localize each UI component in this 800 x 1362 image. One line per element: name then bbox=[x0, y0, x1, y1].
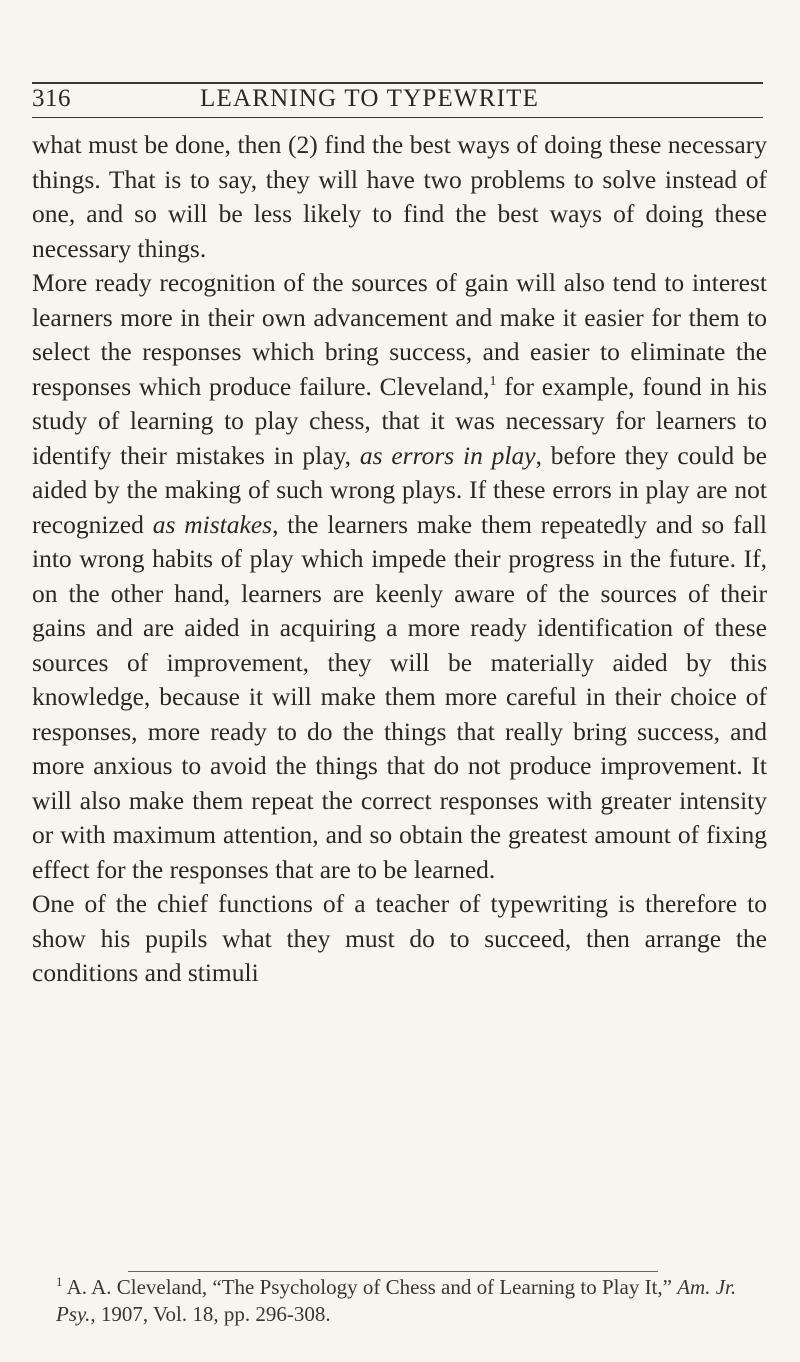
paragraph-2-text-d: , the learners make them repeatedly and so fall into wrong habits of play which impede their progress in the future. If, on the other hand, learners are keenly aware of the sources of their gains and are aided in acquiring a more ready identification of these sources of improvement, they will be materially aided by this knowledge, because it will make them more careful in their choice of responses, more ready to do the things that really bring success, and more anxious to avoid the things that do not produce improvement. It will also make them repeat the correct responses with greater intensity or with maximum attention, and so obtain the greatest amount of fixing effect for the responses that are to be learned. bbox=[32, 509, 768, 884]
running-head: LEARNING TO TYPEWRITE bbox=[200, 85, 540, 112]
page-number: 316 bbox=[32, 85, 71, 112]
footnote-journal: Am. Jr. Psy. bbox=[56, 1275, 737, 1326]
footnote-text-b: , 1907, Vol. 18, pp. 296-308. bbox=[90, 1302, 331, 1326]
body-text bbox=[32, 128, 767, 991]
paragraph-2 bbox=[32, 266, 767, 887]
footnote bbox=[32, 1274, 767, 1328]
footnote-number: 1 bbox=[56, 1274, 63, 1289]
emphasis-mistakes: as mistakes bbox=[152, 509, 273, 539]
emphasis-errors-in-play: as errors in play bbox=[359, 440, 536, 470]
header-rule bbox=[32, 117, 763, 118]
footnote-ref: 1 bbox=[489, 373, 497, 389]
paragraph-2-text-b: for example, found in his study of learning to play chess, that it was necessary for learners to identify their mistakes in play, bbox=[32, 371, 767, 470]
paragraph-3: One of the chief functions of a teacher of typewriting is therefore to show his pupils what they must do to succeed, then arrange the conditions and stimuli bbox=[32, 889, 767, 987]
page-header bbox=[32, 84, 763, 120]
paragraph-1: what must be done, then (2) find the best ways of doing these necessary things. That is to say, they will have two problems to solve instead of one, and so will be less likely to find the best ways of doing these necessary things. bbox=[32, 130, 767, 263]
footnote-body bbox=[32, 1274, 767, 1328]
paragraph-2-text-c: , before they could be aided by the making of such wrong plays. If these errors in play are not recognized bbox=[32, 440, 767, 539]
footnote-rule bbox=[128, 1271, 658, 1272]
paragraph-2-text-a: More ready recognition of the sources of gain will also tend to interest learners more in their own advancement and make it easier for them to select the responses which bring success, and easier to eliminate the responses which produce failure. Cleveland, bbox=[32, 268, 767, 401]
footnote-text-a: A. A. Cleveland, “The Psychology of Chess and of Learning to Play It,” bbox=[62, 1275, 678, 1299]
